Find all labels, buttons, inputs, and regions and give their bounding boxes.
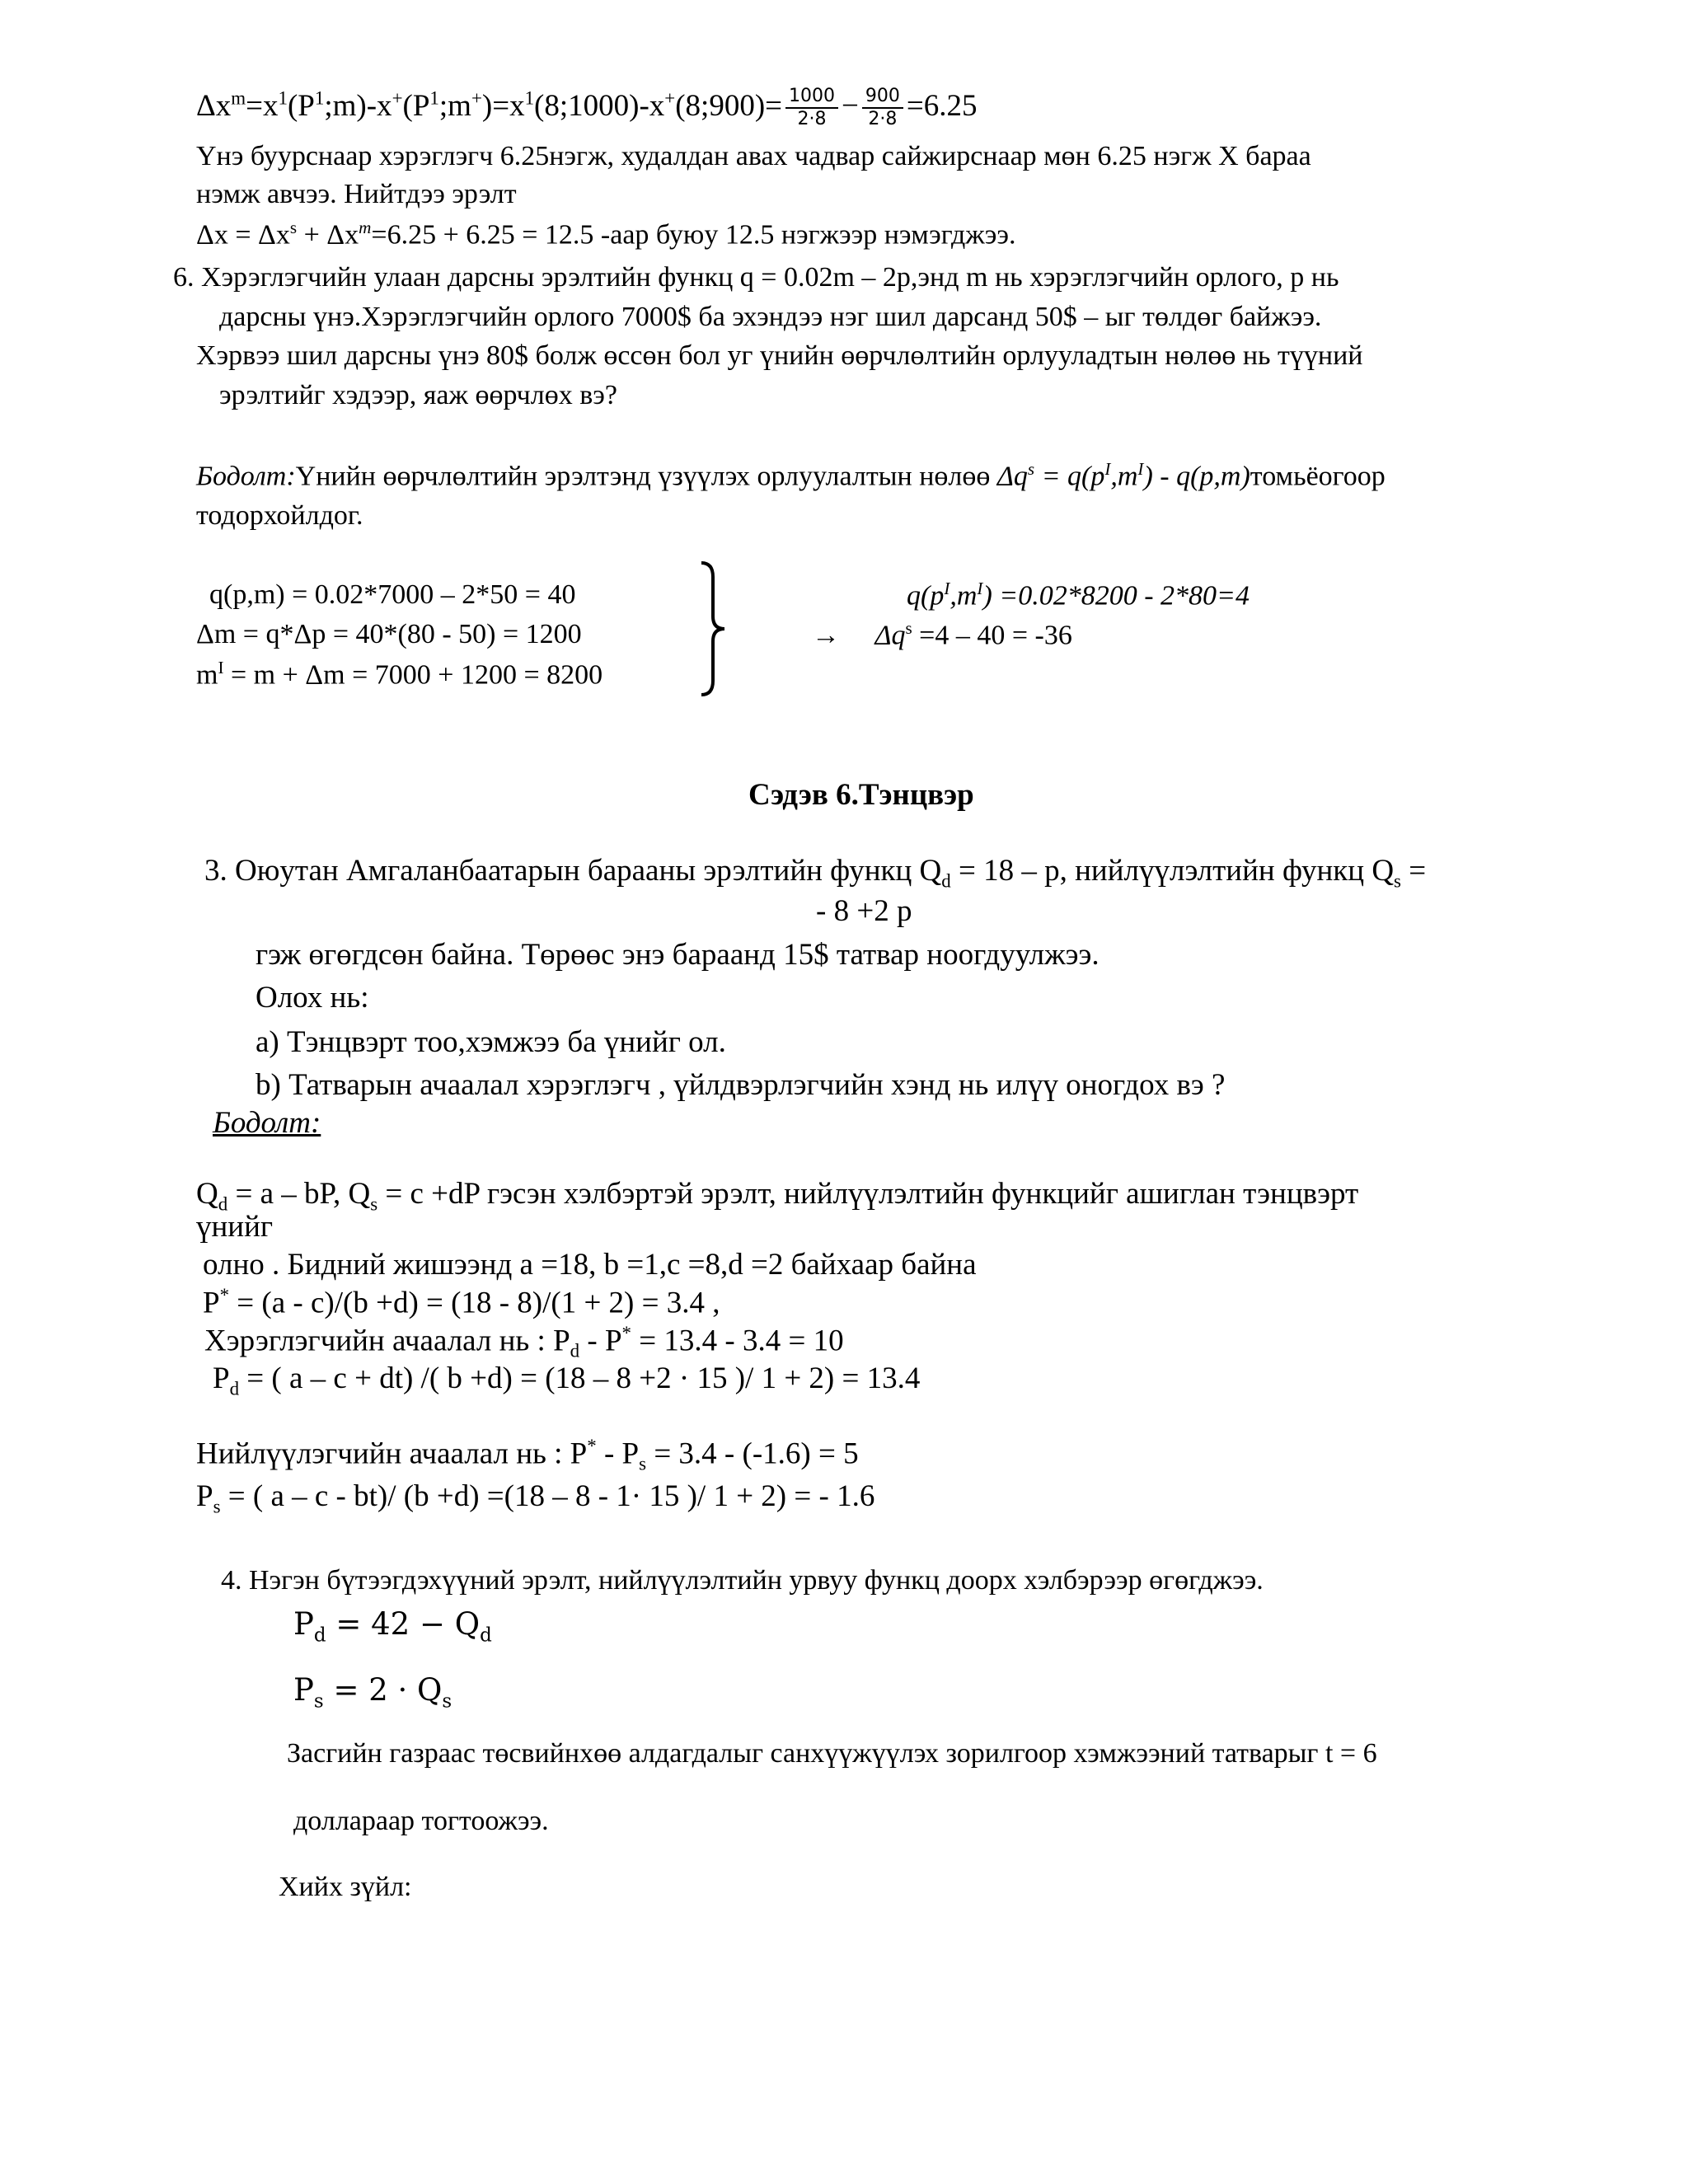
solution-2-line: P* = (a - c)/(b +d) = (18 - 8)/(1 + 2) = 3.4 , xyxy=(203,1285,720,1320)
problem-3-line: гэж өгөгдсөн байна. Төрөөс энэ бараанд 15$ татвар ноогдуулжээ. xyxy=(256,938,1100,972)
equation-q-pm: q(p,m) = 0.02*7000 – 2*50 = 40 xyxy=(209,579,576,610)
formula-pd: $P_d = 42 - Q_d$ xyxy=(293,1606,492,1647)
solution-2-line: олно . Бидний жишээнд a =18, b =1,c =8,d =2 байхаар байна xyxy=(203,1248,977,1282)
paragraph-line: тодорхойлдог. xyxy=(196,500,363,531)
problem-3-item-a: a) Тэнцвэрт тоо,хэмжээ ба үнийг ол. xyxy=(256,1025,726,1059)
formula-total-delta-x: $\Delta x = \Delta x^s + \Delta x^m=6.25 + 6.25 = 12.5$ -аар буюу 12.5 нэгжээр нэмэгджээ. xyxy=(196,218,1016,251)
solution-2-line: $P_d$ = ( a – c + dt) /( b +d) = (18 – 8 +2 · 15 )/ 1 + 2) = 13.4 xyxy=(213,1361,921,1399)
section-heading: Сэдэв 6.Тэнцвэр xyxy=(748,778,974,812)
solution-2-line: үнийг xyxy=(196,1210,274,1244)
equation-q-prime: $q(p^I,m^I) =0.02*8200 - 2*80=4$ xyxy=(907,579,1250,612)
fraction-1000: $\frac{1000}{2\cdot 8}$ xyxy=(785,86,838,131)
problem-3-line: - 8 +2 p xyxy=(816,894,912,928)
equation-delta-qs: → $\Delta q^s =4 - 40 = -36$ xyxy=(812,618,1072,651)
equation-delta-m: Δm = q*Δp = 40*(80 - 50) = 1200 xyxy=(196,619,582,649)
paragraph-line: Үнэ буурснаар хэрэглэгч 6.25нэгж, худалдан авах чадвар сайжирснаар мөн 6.25 нэгж X бараа xyxy=(196,141,1311,171)
problem-4-line: 4. Нэгэн бүтээгдэхүүний эрэлт, нийлүүлэлтийн урвуу функц доорх хэлбэрээр өгөгджээ. xyxy=(221,1565,1264,1596)
arrow-right-icon: → xyxy=(812,620,840,651)
solution-2-line: $P_s$ = ( a – c - bt)/ (b +d) =(18 – 8 - 1· 15 )/ 1 + 2) = - 1.6 xyxy=(196,1479,875,1517)
formula-ps: $P_s = 2 \cdot Q_s$ xyxy=(293,1672,452,1713)
problem-6-line: эрэлтийг хэдээр, яаж өөрчлөх вэ? xyxy=(219,380,617,410)
solution-label: Бодолт: xyxy=(196,461,296,492)
problem-3-item-b: b) Татварын ачаалал хэрэглэгч , үйлдвэрлэгчийн хэнд нь илүү оногдох вэ ? xyxy=(256,1068,1226,1102)
problem-6-line: дарсны үнэ.Хэрэглэгчийн орлого 7000$ ба эхэндээ нэг шил дарсанд 50$ – ыг төлдөг байжээ. xyxy=(219,302,1322,332)
problem-4-line: доллараар тогтоожээ. xyxy=(293,1806,549,1836)
problem-4-line: Засгийн газраас төсвийнхөө алдагдалыг санхүүжүүлэх зорилгоор хэмжээний татварыг t = 6 xyxy=(287,1738,1377,1769)
problem-6-line: Хэрвээ шил дарсны үнэ 80$ болж өссөн бол уг үнийн өөрчлөлтийн орлууладтын нөлөө нь түүний xyxy=(196,340,1363,371)
equation-m-prime: $m^I = m + \Delta m = 7000 + 1200 = 8200$ xyxy=(196,658,603,691)
problem-6-line: 6. Хэрэглэгчийн улаан дарсны эрэлтийн функц q = 0.02m – 2p,энд m нь хэрэглэгчийн орлого, p нь xyxy=(173,262,1339,293)
solution-2-line: Нийлүүлэгчийн ачаалал нь : $P^* - P_s = 3.4 - (-1.6) = 5$ xyxy=(196,1436,859,1474)
solution-1-line: Бодолт:Үнийн өөрчлөлтийн эрэлтэнд үзүүлэх орлуулалтын нөлөө $\Delta q^s = q(p^I,m^I)$ - q(p,m)томьёогоор xyxy=(196,459,1386,492)
paragraph-line: нэмж авчээ. Нийтдээ эрэлт xyxy=(196,179,517,209)
solution-2-line: Хэрэглэгчийн ачаалал нь : $P_d - P^* = 13.4 - 3.4 = 10$ xyxy=(204,1323,844,1361)
right-brace-icon xyxy=(696,560,729,697)
formula-delta-x-m: $\Delta x^m=x^1(P^1;m)-x^+(P^1;m^+)=x^1(8;1000)-x^+(8;900)=$ $\frac{1000}{2\cdot 8}$ − $\frac{900}{2\cdot 8}$ =6.25 xyxy=(196,86,978,130)
problem-3-line: Олох нь: xyxy=(256,981,369,1015)
problem-3-line: 3. Оюутан Амгаланбаатарын барааны эрэлтийн функц $Q_d = 18 - p$, нийлүүлэлтийн функц $Q_s$ = xyxy=(204,854,1427,892)
solution-2-line: $Q_d = a$ – bP, $Q_s = c +dP$ гэсэн хэлбэртэй эрэлт, нийлүүлэлтийн функцийг ашиглан тэнцвэрт xyxy=(196,1177,1359,1215)
solution-label: Бодолт: xyxy=(213,1106,321,1140)
fraction-900: $\frac{900}{2\cdot 8}$ xyxy=(862,86,903,131)
problem-4-line: Хийх зүйл: xyxy=(279,1872,412,1902)
